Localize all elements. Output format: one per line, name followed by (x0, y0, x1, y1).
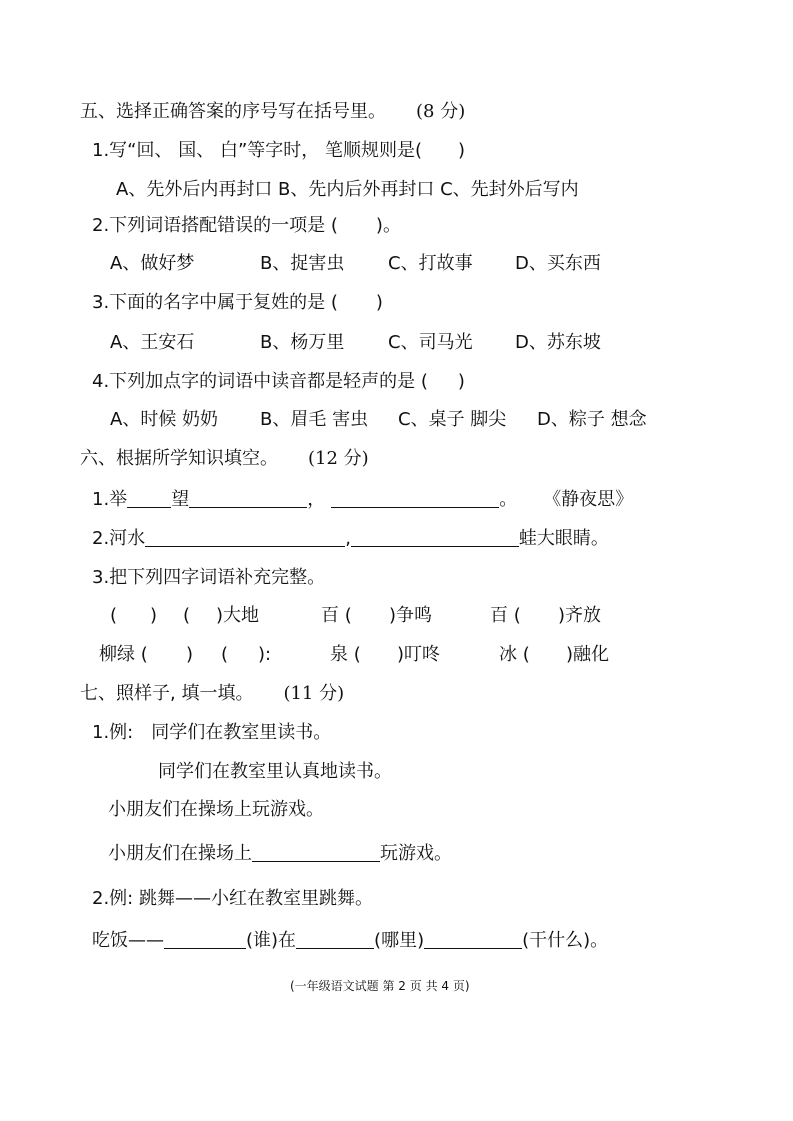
question-6-1-text-3: ， (307, 489, 326, 510)
idiom-5-start: 泉 ( (330, 644, 361, 665)
question-5-3 (92, 291, 383, 315)
page-footer: (一年级语文试题 第 2 页 共 4 页) (290, 979, 470, 993)
fill-blank[interactable] (331, 489, 499, 508)
question-5-2-stem: 2.下列词语搭配错误的一项是 ( (92, 215, 338, 236)
question-5-1 (92, 139, 465, 163)
question-7-1-sentence: 小朋友们在操场上玩游戏。 (108, 799, 324, 820)
question-7-1-example-answer: 同学们在教室里认真地读书。 (158, 761, 392, 782)
question-7-1-fill-end: 玩游戏。 (380, 843, 452, 864)
question-6-2-text-1: 2.河水 (92, 528, 146, 549)
fill-blank[interactable] (145, 528, 345, 547)
idiom-4-close: ) (186, 644, 194, 665)
question-6-1-text-4: 。 (499, 489, 518, 510)
question-5-3-option-a: A、王安石 (110, 332, 195, 353)
question-7-2-example: 2.例: 跳舞——小红在教室里跳舞。 (92, 888, 373, 909)
question-7-1-example: 1.例: 同学们在教室里读书。 (92, 722, 332, 743)
question-7-2-fill (92, 929, 608, 953)
question-5-2-option-b: B、捉害虫 (260, 253, 345, 274)
idiom-1-close-2: )大地 (216, 605, 260, 626)
question-5-3-stem: 3.下面的名字中属于复姓的是 ( (92, 292, 338, 313)
section-7-score: (11 分) (283, 683, 345, 704)
question-6-3-stem: 3.把下列四字词语补充完整。 (92, 567, 326, 588)
idiom-2-start: 百 ( (321, 605, 352, 626)
idiom-5-end: )叮咚 (397, 644, 441, 665)
question-5-1-close: ) (458, 140, 466, 161)
question-5-4-option-a: A、时候 奶奶 (110, 409, 219, 430)
question-5-2-option-a: A、做好梦 (110, 253, 195, 274)
section-5-score: (8 分) (416, 101, 466, 122)
question-5-4-option-d: D、粽子 想念 (537, 409, 647, 430)
fill-blank[interactable] (351, 528, 519, 547)
idiom-2-end: )争鸣 (389, 605, 433, 626)
fill-blank[interactable] (189, 489, 307, 508)
question-6-2-text-2: , (345, 528, 351, 549)
idiom-4-start: 柳绿 ( (99, 644, 148, 665)
question-6-1-text-2: 望 (171, 489, 190, 510)
question-7-2-text-3: (哪里) (374, 930, 425, 951)
question-5-1-options: A、先外后内再封口 B、先内后外再封口 C、先封外后写内 (116, 179, 579, 200)
idiom-4-close-2: ): (258, 644, 272, 665)
question-5-2-close: )。 (375, 215, 401, 236)
question-5-3-option-b: B、杨万里 (260, 332, 345, 353)
idiom-1-open-2: ( (183, 605, 191, 626)
question-7-2-text-1: 吃饭—— (92, 930, 164, 951)
fill-blank[interactable] (127, 489, 171, 508)
poem-title: 《静夜思》 (543, 489, 634, 510)
fill-blank[interactable] (296, 930, 374, 949)
question-7-2-text-2: (谁)在 (246, 930, 297, 951)
question-5-2-option-d: D、买东西 (515, 253, 601, 274)
section-6-score: (12 分) (308, 448, 369, 469)
question-5-3-option-c: C、司马光 (388, 332, 473, 353)
question-7-1-fill (108, 842, 452, 866)
section-5-heading (80, 100, 465, 124)
question-5-2 (92, 214, 401, 238)
section-6-title: 六、根据所学知识填空。 (80, 448, 278, 469)
section-5-title: 五、选择正确答案的序号写在括号里。 (80, 101, 386, 122)
question-5-4-stem: 4.下列加点字的词语中读音都是轻声的是 ( (92, 371, 428, 392)
idiom-1-open: ( (110, 605, 118, 626)
idiom-6-end: )融化 (566, 644, 610, 665)
question-5-3-close: ) (375, 292, 383, 313)
idiom-3-end: )齐放 (558, 605, 602, 626)
question-7-1-fill-start: 小朋友们在操场上 (108, 843, 252, 864)
question-6-2-text-3: 蛙大眼睛。 (518, 528, 609, 549)
section-7-title: 七、照样子, 填一填。 (80, 683, 254, 704)
question-5-4-close: ) (457, 371, 465, 392)
question-5-4-option-c: C、桌子 脚尖 (398, 409, 507, 430)
fill-blank[interactable] (424, 930, 522, 949)
section-6-heading (80, 447, 369, 471)
question-5-2-option-c: C、打故事 (388, 253, 473, 274)
question-5-4-option-b: B、眉毛 害虫 (260, 409, 369, 430)
fill-blank[interactable] (252, 843, 380, 862)
question-7-2-text-4: (干什么)。 (522, 930, 609, 951)
idiom-4-open-2: ( (221, 644, 229, 665)
question-6-1-text-1: 1.举 (92, 489, 128, 510)
section-7-heading (80, 682, 344, 706)
idiom-3-start: 百 ( (490, 605, 521, 626)
question-5-1-stem: 1.写“回、 国、 白”等字时， 笔顺规则是( (92, 140, 423, 161)
idiom-1-close: ) (150, 605, 158, 626)
question-5-4 (92, 370, 465, 394)
question-5-3-option-d: D、苏东坡 (515, 332, 601, 353)
idiom-6-start: 冰 ( (499, 644, 530, 665)
question-6-1 (92, 488, 633, 512)
fill-blank[interactable] (164, 930, 246, 949)
question-6-2 (92, 527, 609, 551)
